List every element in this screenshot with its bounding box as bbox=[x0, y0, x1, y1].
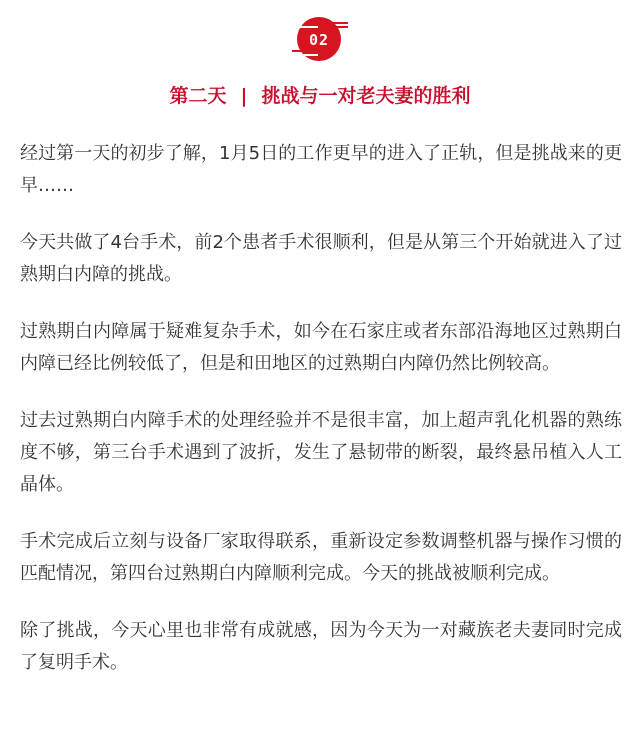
paragraph: 今天共做了4台手术，前2个患者手术很顺利，但是从第三个开始就进入了过熟期白内障的挑战。 bbox=[20, 232, 622, 285]
section-title-day: 第二天 bbox=[169, 85, 227, 107]
article-body bbox=[20, 138, 622, 704]
section-title-separator: | bbox=[240, 85, 248, 107]
badge-number: 02 bbox=[308, 31, 330, 49]
paragraph: 手术完成后立刻与设备厂家取得联系，重新设定参数调整机器与操作习惯的匹配情况，第四台过熟期白内障顺利完成。今天的挑战被顺利完成。 bbox=[20, 531, 622, 584]
paragraph: 经过第一天的初步了解，1月5日的工作更早的进入了正轨，但是挑战来的更早…… bbox=[20, 143, 622, 196]
section-title bbox=[0, 82, 640, 110]
paragraph: 过熟期白内障属于疑难复杂手术，如今在石家庄或者东部沿海地区过熟期白内障已经比例较低了，但是和田地区的过熟期白内障仍然比例较高。 bbox=[20, 321, 622, 374]
section-badge bbox=[0, 14, 640, 64]
section-title-subject: 挑战与一对老夫妻的胜利 bbox=[261, 85, 471, 107]
paragraph: 过去过熟期白内障手术的处理经验并不是很丰富，加上超声乳化机器的熟练度不够，第三台手术遇到了波折，发生了悬韧带的断裂，最终悬吊植入人工晶体。 bbox=[20, 410, 622, 495]
paragraph: 除了挑战，今天心里也非常有成就感，因为今天为一对藏族老夫妻同时完成了复明手术。 bbox=[20, 620, 622, 673]
